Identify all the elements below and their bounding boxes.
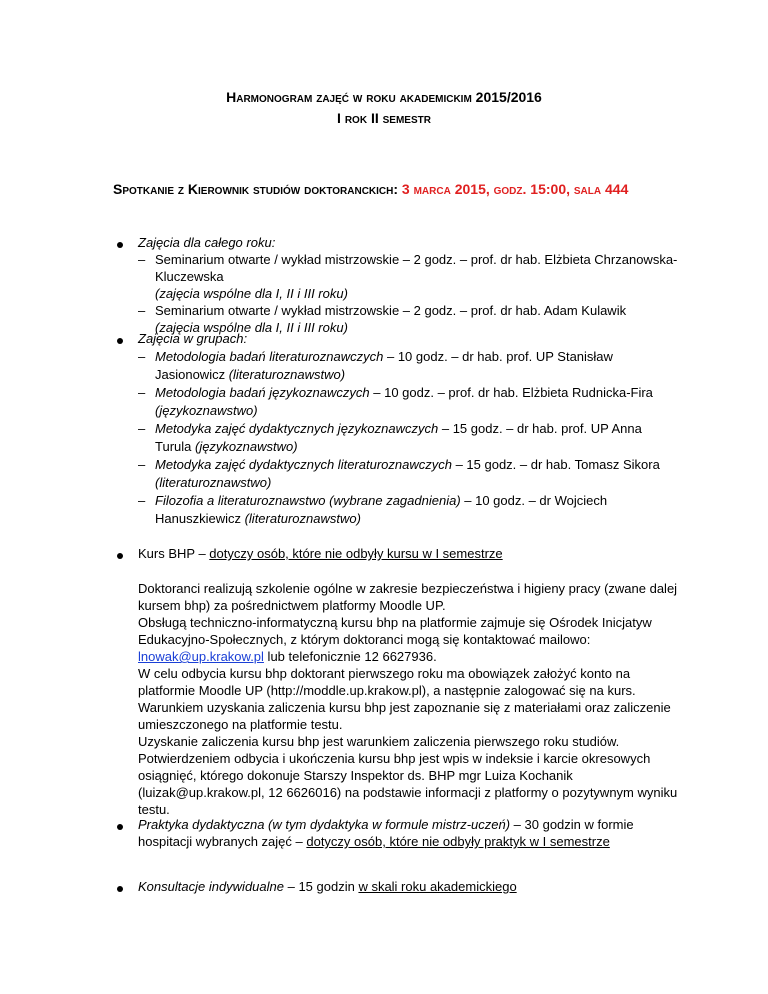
meeting-info	[113, 181, 628, 198]
bullet-icon	[117, 242, 123, 248]
page-subtitle: I rok II semestr	[337, 110, 431, 126]
section-bhp	[138, 545, 678, 818]
section-heading: Zajęcia w grupach:	[138, 331, 248, 346]
bhp-paragraph: Doktoranci realizują szkolenie ogólne w zakresie bezpieczeństwa i higieny pracy (zwane dalej kursem bhp) za pośrednictwem platformy Moodle UP.	[138, 581, 678, 613]
dash-icon: –	[138, 493, 146, 508]
bhp-paragraph: W celu odbycia kursu bhp doktorant pierwszego roku ma obowiązek założyć konto na platformie Moodle UP (http://moddle.up.krakow.pl), a następnie zalogować się na kurs.	[138, 666, 636, 698]
dash-icon: –	[138, 252, 146, 267]
bhp-paragraph: Obsługą techniczno-informatyczną kursu bhp na platformie zajmuje się Ośrodek Inicjatyw Edukacyjno-Społecznych, z którym doktoranci mogą się kontaktować mailowo: lnowak@up.krakow.pl lub telefonicznie 12 6627936.	[138, 615, 652, 664]
course-group: (literaturoznawstwo)	[155, 475, 272, 490]
dash-icon: –	[138, 421, 146, 436]
section-groups	[138, 330, 678, 528]
bullet-icon	[117, 886, 123, 892]
course-name: Metodyka zajęć dydaktycznych językoznawczych	[155, 421, 439, 436]
course-details: – 15 godz. – dr hab. Tomasz Sikora	[451, 457, 660, 472]
course-name: Filozofia a literaturoznawstwo (wybrane zagadnienia)	[155, 493, 461, 508]
page-title: Harmonogram zajęć w roku akademickim 2015/2016	[226, 89, 542, 105]
bullet-icon	[117, 824, 123, 830]
section-heading: Zajęcia dla całego roku:	[138, 235, 276, 250]
bhp-paragraph: Potwierdzeniem odbycia i ukończenia kursu bhp jest wpis w indeksie i karcie okresowych osiągnięć, którego dokonuje Starszy Inspektor ds. BHP mgr Luiza Kochanik (luizak@up.krakow.pl, 12 6626016) na podstawie informacji z platformy o pozytywnym wyniku testu.	[138, 751, 678, 817]
consult-title: Konsultacje indywidualne	[138, 879, 284, 894]
practice-title: Praktyka dydaktyczna (w tym dydaktyka w formule mistrz-uczeń)	[138, 817, 511, 832]
course-details: – 15 godz. – dr hab. prof. UP Anna Turula	[155, 421, 642, 454]
consult-scope: w skali roku akademickiego	[358, 879, 517, 894]
dash-icon: –	[138, 349, 146, 364]
list-item	[138, 384, 678, 420]
dash-icon: –	[138, 457, 146, 472]
section-practice	[138, 816, 648, 850]
meeting-when: 3 marca 2015, godz. 15:00, sala 444	[401, 181, 629, 197]
consult-details: – 15 godzin	[283, 879, 359, 894]
bhp-paragraph: Warunkiem uzyskania zaliczenia kursu bhp jest zapoznanie się z materiałami oraz zaliczenie umieszczonego na platformie testu.	[138, 700, 671, 732]
practice-details: – 30 godzin w formie hospitacji wybranych zajęć –	[138, 817, 634, 849]
course-name: Metodologia badań językoznawczych	[155, 385, 370, 400]
bullet-icon	[117, 553, 123, 559]
dash-icon: –	[138, 303, 146, 318]
bhp-paragraph: Uzyskanie zaliczenia kursu bhp jest warunkiem zaliczenia pierwszego roku studiów.	[138, 734, 620, 749]
list-item	[138, 251, 678, 302]
meeting-label: Spotkanie z Kierownik studiów doktoranckich:	[113, 181, 399, 197]
list-item	[138, 348, 678, 384]
course-details: – 10 godz. – dr Wojciech Hanuszkiewicz	[155, 493, 608, 526]
section-consultations	[138, 878, 678, 895]
course-group: (literaturoznawstwo)	[244, 511, 361, 526]
dash-icon: –	[138, 385, 146, 400]
list-item	[138, 456, 678, 492]
email-link[interactable]: lnowak@up.krakow.pl	[138, 649, 264, 664]
section-whole-year	[138, 234, 678, 336]
item-text: Seminarium otwarte / wykład mistrzowskie – 2 godz. – prof. dr hab. Elżbieta Chrzanowska-Kluczewska	[155, 252, 678, 284]
practice-condition: dotyczy osób, które nie odbyły praktyk w I semestrze	[306, 834, 610, 849]
list-item	[138, 420, 678, 456]
bullet-icon	[117, 338, 123, 344]
item-note: (zajęcia wspólne dla I, II i III roku)	[155, 286, 348, 301]
course-group: (językoznawstwo)	[155, 403, 258, 418]
course-name: Metodologia badań literaturoznawczych	[155, 349, 384, 364]
course-group: (literaturoznawstwo)	[228, 367, 346, 382]
bhp-condition: dotyczy osób, które nie odbyły kursu w I semestrze	[209, 546, 503, 561]
list-item	[138, 492, 678, 528]
course-details: – 10 godz. – prof. dr hab. Elżbieta Rudnicka-Fira	[369, 385, 653, 400]
bhp-title: Kurs BHP – dotyczy osób, które nie odbyły kursu w I semestrze	[138, 546, 503, 561]
item-note: (zajęcia wspólne dla I, II i III roku)	[155, 320, 348, 335]
item-text: Seminarium otwarte / wykład mistrzowskie – 2 godz. – prof. dr hab. Adam Kulawik	[155, 303, 627, 318]
course-group: (językoznawstwo)	[194, 439, 298, 454]
course-details: – 10 godz. – dr hab. prof. UP Stanisław Jasionowicz	[155, 349, 613, 382]
course-name: Metodyka zajęć dydaktycznych literaturoznawczych	[155, 457, 452, 472]
